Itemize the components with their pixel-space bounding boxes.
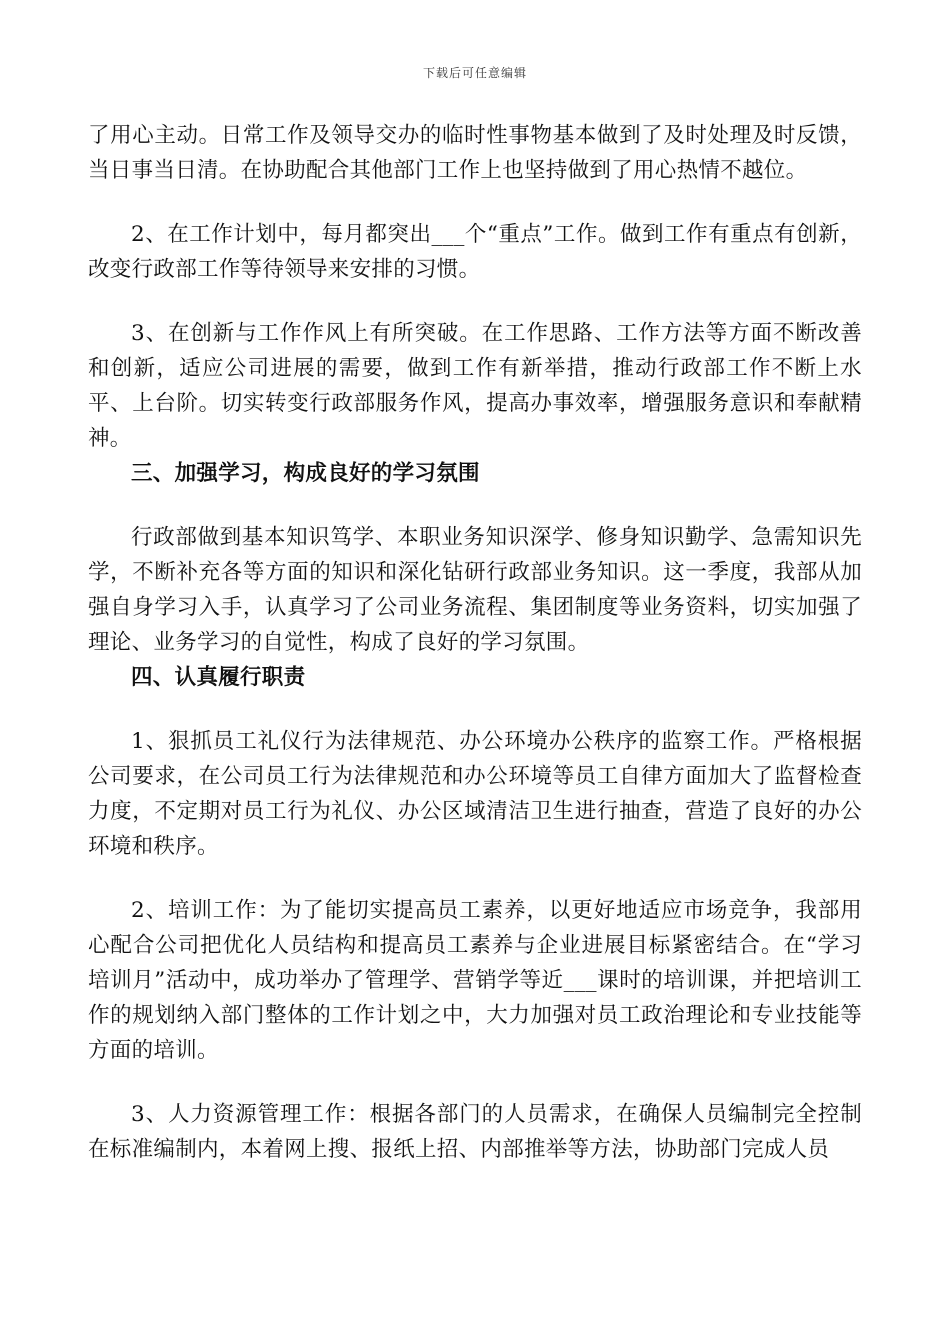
paragraph-duty-3: 3、人力资源管理工作：根据各部门的人员需求，在确保人员编制完全控制在标准编制内，本着网上搜、报纸上招、内部推举等方法，协助部门完成人员	[88, 1102, 862, 1162]
header-note: 下载后可任意编辑	[422, 66, 527, 80]
section-heading-three: 三、加强学习，构成良好的学习氛围	[131, 461, 480, 486]
paragraph-duty-2: 2、培训工作：为了能切实提高员工素养，以更好地适应市场竞争，我部用心配合公司把优化人员结构和提高员工素养与企业进展目标紧密结合。在“学习培训月”活动中，成功举办了管理学、营销学等近___课时的培训课，并把培训工作的规划纳入部门整体的工作计划之中，大力加强对员工政治理论和专业技能等方面的培训。	[88, 898, 862, 1063]
paragraph-learning: 行政部做到基本知识笃学、本职业务知识深学、修身知识勤学、急需知识先学，不断补充各等方面的知识和深化钻研行政部业务知识。这一季度，我部从加强自身学习入手，认真学习了公司业务流程、集团制度等业务资料，切实加强了理论、业务学习的自觉性，构成了良好的学习氛围。	[88, 525, 862, 655]
paragraph-item-3: 3、在创新与工作作风上有所突破。在工作思路、工作方法等方面不断改善和创新，适应公司进展的需要，做到工作有新举措，推动行政部工作不断上水平、上台阶。切实转变行政部服务作风，提高办事效率，增强服务意识和奉献精神。	[88, 321, 862, 451]
section-heading-four: 四、认真履行职责	[131, 665, 306, 690]
paragraph-duty-1: 1、狠抓员工礼仪行为法律规范、办公环境办公秩序的监察工作。严格根据公司要求，在公司员工行为法律规范和办公环境等员工自律方面加大了监督检查力度，不定期对员工行为礼仪、办公区域清洁卫生进行抽查，营造了良好的办公环境和秩序。	[88, 729, 862, 859]
paragraph-continuation: 了用心主动。日常工作及领导交办的临时性事物基本做到了及时处理及时反馈，当日事当日清。在协助配合其他部门工作上也坚持做到了用心热情不越位。	[88, 123, 862, 183]
paragraph-item-2: 2、在工作计划中，每月都突出___个“重点”工作。做到工作有重点有创新，改变行政部工作等待领导来安排的习惯。	[88, 222, 862, 282]
document-body	[88, 118, 862, 1167]
